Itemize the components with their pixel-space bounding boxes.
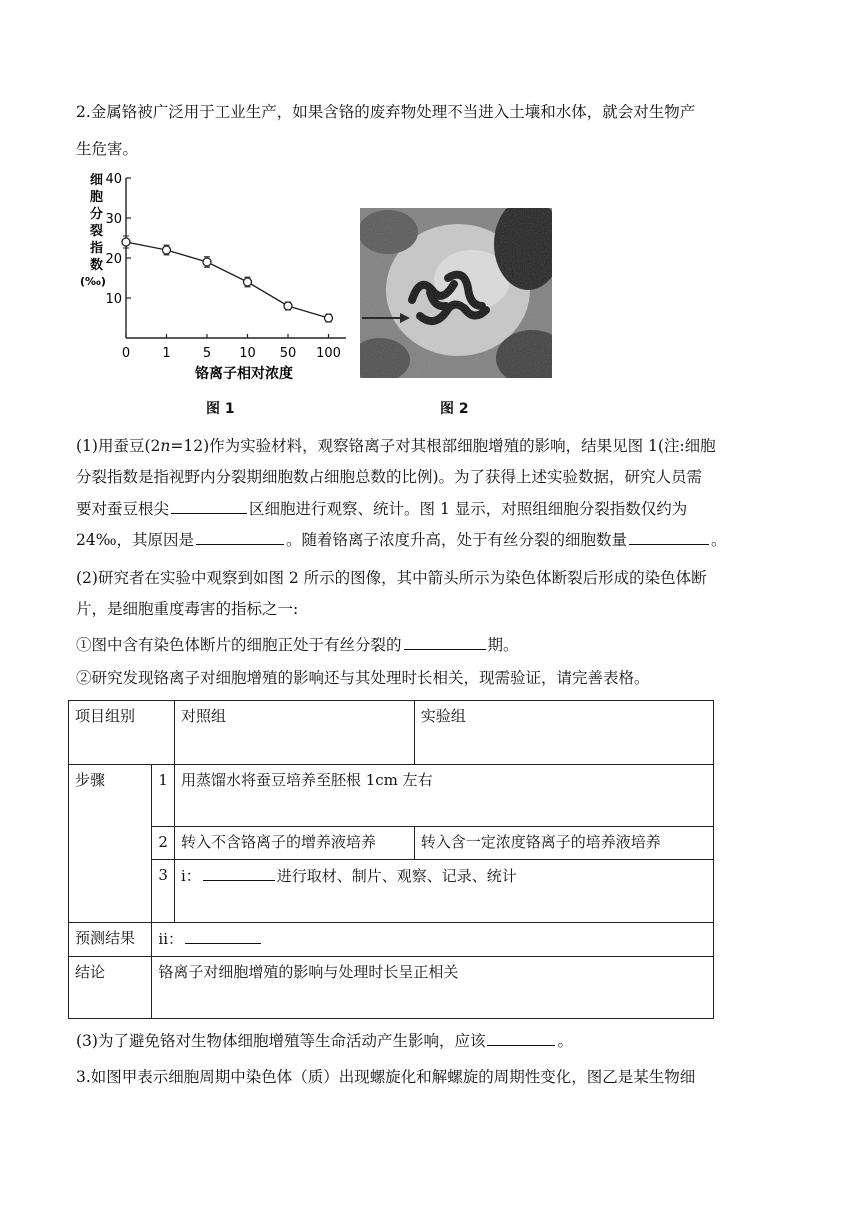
ylabel-char: 指 (90, 241, 104, 256)
data-point (203, 258, 211, 266)
p1-line4-a: 24‰，其原因是 (76, 531, 195, 549)
p2-line1: (2)研究者在实验中观察到如图 2 所示的图像，其中箭头所示为染色体断裂后形成的染色体断 (76, 569, 707, 587)
p1-line4-b: 。随着铬离子浓度升高，处于有丝分裂的细胞数量 (286, 531, 628, 549)
x-tick-label: 5 (202, 346, 212, 361)
figure-1-chart (76, 170, 356, 390)
p1-line1-a: (1)用蚕豆(2 (76, 437, 161, 455)
figure-2-micrograph (360, 208, 552, 378)
header-control: 对照组 (174, 701, 414, 765)
p1-line4-c: 。 (711, 531, 727, 549)
step3-number: 3 (152, 860, 175, 923)
prediction-prefix: ii： (158, 930, 183, 948)
p1-line3-a: 要对蚕豆根尖 (76, 500, 170, 518)
p3-line (76, 1029, 573, 1052)
step1-text: 用蒸馏水将蚕豆培养至胚根 1cm 左右 (174, 765, 713, 827)
q2-intro-line2: 生危害。 (76, 140, 139, 158)
p2-sub2: ②研究发现铬离子对细胞增殖的影响还与其处理时长相关，现需验证，请完善表格。 (76, 669, 650, 687)
conclusion-text: 铬离子对细胞增殖的影响与处理时长呈正相关 (152, 957, 714, 1019)
x-tick-label: 0 (121, 346, 131, 361)
p2-sub1-b: 期。 (487, 636, 519, 654)
step2-control: 转入不含铬离子的增养液培养 (174, 827, 414, 860)
p2-line2: 片，是细胞重度毒害的指标之一: (76, 600, 299, 618)
step3-prefix: i： (180, 867, 201, 885)
step2-experiment: 转入含一定浓度铬离子的培养液培养 (414, 827, 713, 860)
p2-sub1 (76, 633, 519, 656)
y-tick-label: 20 (105, 252, 122, 267)
table-row-step3 (69, 860, 714, 923)
y-tick-label: 10 (105, 292, 122, 307)
answer-blank-reason[interactable] (196, 528, 284, 545)
step3-text (174, 860, 713, 923)
p1-line1-b: =12)作为实验材料，观察铬离子对其根部细胞增殖的影响，结果见图 1(注:细胞 (170, 437, 716, 455)
q3-line1: 3.如图甲表示细胞周期中染色体（质）出现螺旋化和解螺旋的周期性变化，图乙是某生物细 (76, 1068, 696, 1086)
p3-a: (3)为了避免铬对生物体细胞增殖等生命活动产生影响，应该 (76, 1032, 486, 1050)
answer-blank-phase[interactable] (404, 633, 486, 650)
q2-intro-line1: 2.金属铬被广泛用于工业生产，如果含铬的废弃物处理不当进入土壤和水体，就会对生物产 (76, 103, 696, 121)
ylabel-char: 胞 (90, 190, 104, 205)
p1-line1-n: n (160, 437, 171, 455)
header-experiment: 实验组 (414, 701, 713, 765)
answer-blank-avoid[interactable] (487, 1029, 555, 1046)
figure-2-caption: 图 2 (440, 401, 469, 417)
header-group: 项目组别 (69, 701, 175, 765)
data-point (325, 314, 333, 322)
answer-blank-cell-count[interactable] (629, 528, 709, 545)
table-row-step2 (69, 827, 714, 860)
prediction-cell (152, 923, 714, 957)
p1-line4 (76, 528, 727, 551)
series-line (126, 242, 329, 318)
ylabel-char: 分 (90, 207, 104, 222)
x-tick-label: 100 (316, 346, 341, 361)
p1-line3 (76, 497, 687, 520)
ylabel-char: 数 (90, 258, 104, 273)
p1-line2: 分裂指数是指视野内分裂期细胞数占细胞总数的比例)。为了获得上述实验数据，研究人员需 (76, 468, 703, 486)
y-axis-label (80, 173, 106, 288)
p3-b: 。 (557, 1032, 573, 1050)
prediction-label: 预测结果 (69, 923, 152, 957)
data-point (122, 238, 130, 246)
p1-line3-b: 区细胞进行观察、统计。图 1 显示，对照组细胞分裂指数仅约为 (249, 500, 688, 518)
x-tick-label: 10 (239, 346, 256, 361)
answer-blank-i[interactable] (203, 864, 275, 881)
ylabel-char: 细 (90, 173, 104, 188)
conclusion-label: 结论 (69, 957, 152, 1019)
x-axis-label: 铬离子相对浓度 (195, 366, 293, 382)
table-row-prediction (69, 923, 714, 957)
answer-blank-root-zone[interactable] (171, 497, 247, 514)
ylabel-unit: (‰) (80, 275, 106, 288)
data-point (163, 246, 171, 254)
x-tick-label: 1 (162, 346, 171, 361)
table-header-row (69, 701, 714, 765)
data-point (244, 278, 252, 286)
answer-blank-ii[interactable] (185, 927, 261, 944)
y-tick-label: 40 (105, 172, 122, 187)
step3-rest: 进行取材、制片、观察、记录、统计 (276, 867, 517, 885)
step1-number: 1 (152, 765, 175, 827)
p1-line1 (76, 435, 716, 457)
ylabel-char: 裂 (90, 224, 104, 239)
table-row-conclusion (69, 957, 714, 1019)
data-point (284, 302, 292, 310)
experiment-table (68, 700, 714, 1019)
x-tick-label: 50 (279, 346, 297, 361)
p2-sub1-a: ①图中含有染色体断片的细胞正处于有丝分裂的 (76, 636, 402, 654)
step2-number: 2 (152, 827, 175, 860)
y-tick-label: 30 (105, 212, 122, 227)
table-row-step1 (69, 765, 714, 827)
figure-1-caption: 图 1 (206, 401, 235, 417)
steps-label: 步骤 (69, 765, 152, 923)
